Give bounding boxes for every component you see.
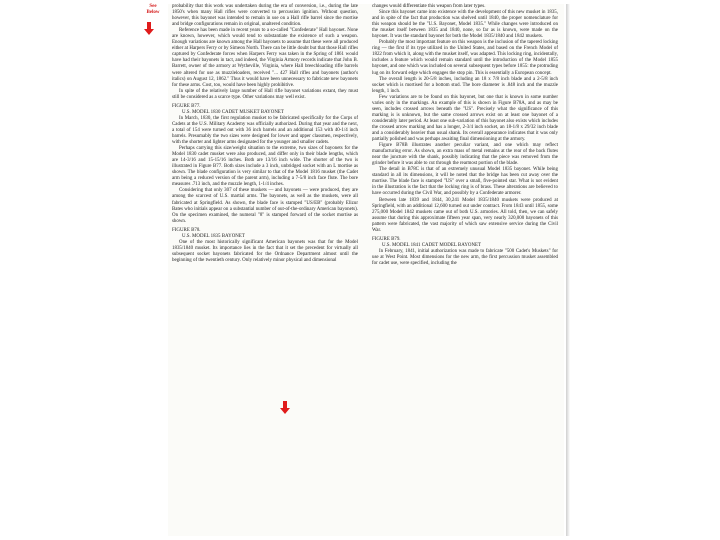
paragraph: Since this bayonet came into existence with the development of this new musket in 1835, and in spite of the fact that production was shelved until 1840, the proper nomenclature for this weapon should be the "U.S. Bayonet, Model 1835." While changes were introduced on the musket itself between 1835 and 1840, none, so far as is known, were made on the bayonet. It was the standard bayonet for both the Model 1835/1840 and 1842 muskets.: [372, 10, 558, 40]
paragraph: In March, 1830, the first regulation musket to be fabricated specifically for the Corps of Cadets at the U.S. Military Academy was officially authorized. During that year and the next, a total of 154 were turned out with 36 inch barrels and an additional 153 with 40-1/4 inch barrels. Presumably the two sizes were designed for lower and upper classmen, respectively, with the shorter and lighter arms designated for the younger and smaller cadets.: [172, 115, 358, 146]
paragraph: Considering that only 307 of these muskets — and bayonets — were produced, they are among the scarcest of U.S. martial arms. The bayonets, as well as the muskets, were all fabricated at Springfield. As shown, the blade face is stamped "US/EB" (probably Elizur Bates who initials appear on a substantial number of out-of-the-ordinary American bayonets). On the specimen examined, the numeral "8" is stamped forward of the socket mortise as shown.: [172, 188, 358, 224]
paragraph: In spite of the relatively large number of Hall rifle bayonet variations extant, they must still be considered as a scarce type. Other variations may well exist.: [172, 88, 358, 100]
book-page: [168, 4, 564, 536]
paragraph: Few variations are to be found on this bayonet, but one that is known in some number varies only in the markings. An example of this is shown in Figure B78A, and as may be seen, includes crossed arrows beneath the "US". Precisely what the significance of this marking is is unknown, but the same crossed arrows exist on at least one bayonet of a considerably later period. At least one sub-variation of this bayonet also exists which includes the crossed arrow marking and has a longer, 2-3/4 inch socket, an 18-1/8 x 29/32 inch blade and a considerably heavier than usual shank. Its overall appearance indicates that it was only partially polished and was perhaps awaiting final dimensioning at the armory.: [372, 94, 558, 143]
paragraph: The detail in B78C is that of an extremely unusual Model 1835 bayonet. While being standard in all its dimensions, it will be noted that the bridge has been cut away over the mortise. The blade face is stamped "US" over a small, five-pointed star. What is not evident in the illustration is the fact that the locking ring is of brass. These alterations are believed to have occurred during the Civil War, and possibly by a Confederate armorer.: [372, 167, 558, 197]
section-title-model-1841: U.S. MODEL 1841 CADET MODEL BAYONET: [382, 242, 482, 248]
paragraph: Perhaps carrying this size/weight situation to the extreme, two sizes of bayonets for the Model 1830 cadet musket were also produced, and differ only in their blade lengths, which are 14-3/16 and 15-15/16 inches. Both are 13/16 inch wide. The shorter of the two is illustrated in Figure B77. Both sizes include a 3 inch, unbridged socket with an L mortise as shown. The blade configuration is very similar to that of the Model 1816 musket (the Cadet arm being a reduced version of the parent arm), including a 7-5/8 inch face flute. The bore measures .713 inch, and the muzzle length, 1-1/4 inches.: [172, 146, 358, 188]
paragraph: One of the most historically significant American bayonets was that for the Model 1835/1840 musket. Its importance lies in the fact that it set the precedent for virtually all subsequent socket bayonets fabricated for the Ordnance Department almost until the beginning of the twentieth century. Only relatively minor physical and dimensional: [172, 239, 358, 263]
paragraph: The overall length is 20-5/8 inches, including an 18 x 7/8 inch blade and a 2-5/8 inch socket which is mortised for a bottom stud. The bore diameter is .848 inch and the muzzle length, 1 inch.: [372, 76, 558, 94]
annotation-line: Below: [146, 10, 160, 15]
section-title-model-1830: U.S. MODEL 1830 CADET MUSKET BAYONET: [182, 109, 284, 115]
paragraph: Figure B78B illustrates another peculiar variant, and one which may reflect manufacturing error. As shown, an extra mass of metal remains at the rear of the back flutes near the juncture with the shank, possibly indicating that the piece was removed from the grinder before it was able to cut through the rearmost portion of the blade.: [372, 143, 558, 167]
paragraph: In February, 1841, initial authorization was made to fabricate "500 Cadet's Muskets" for use at West Point. Most dimensions for the new arm, the first percussion musket assembled for cadet use, were specified, including the: [372, 248, 558, 266]
paragraph: Probably the most important feature on this weapon is the inclusion of the tapered locking ring — the first if its type utilized in the United States, and based on the French Model of 1822 from which it, along with the musket itself, was adapted. This locking ring, incidentally, includes a feature which would remain standard until the introduction of the Model 1855 bayonet, and one which was included on several subsequent types before 1855: the protruding lug on its forward edge which engages the stop pin. This is essentially a European concept.: [372, 40, 558, 76]
right-column: [372, 4, 558, 267]
paragraph: changes would differentiate this weapon from later types.: [372, 4, 486, 9]
see-below-annotation: [140, 4, 166, 16]
paragraph: Between late 1839 and 1844, 30,241 Model 1835/1840 muskets were produced at Springfield, with an additional 12,600 turned out under contract. From 1843 until 1855, some 275,000 Model 1842 muskets came out of both U.S. armories. All told, then, we can safely assume that during this approximate fifteen year span, very nearly 320,000 bayonets of this pattern were fabricated, the vast majority of which saw extensive service during the Civil War.: [372, 197, 558, 233]
section-title-model-1835: U.S. MODEL 1835 BAYONET: [182, 233, 245, 239]
page-edge-shadow: [566, 4, 570, 536]
annotation-line: See: [149, 4, 157, 9]
figure-heading-b77: FIGURE B77.: [172, 103, 201, 109]
figure-heading-b78: FIGURE B78.: [172, 227, 201, 233]
paragraph: Reference has been made in recent years to a so-called "Confederate" Hall bayonet. None are known, however, which would tend to substantiate the existence of such a weapon. Enough variations are known among the Hall bayonets to assume that these were all produced either at Harpers Ferry or by Simeon North. There can be little doubt but that those Hall rifles captured by Confederate forces when Harpers Ferry was taken in the Spring of 1861 would have had their bayonets in tact, and indeed, the Virginia Armory records indicate that John B. Barrett, owner of the armory at Wytheville, Virginia, where Hall breechloading rifle barrels were altered for use as muzzleloaders, received "... 427 Hall rifles and bayonets (author's italics) on August 12, 1862." Thus it would have been unnecessary to fabricate new bayonets for these arms. Cost, too, would have been highly prohibitive.: [172, 28, 358, 88]
paragraph: probability that this work was undertaken during the era of conversion, i.e., during the late 1850's when many Hall rifles were converted to percussion ignition. Without question, however, this bayonet was intended to remain in use on a Hall rifle barrel since the mortise and bridge configurations remain in original, unaltered condition.: [172, 4, 358, 28]
figure-heading-b79: FIGURE B79.: [372, 236, 401, 242]
left-column: [172, 4, 358, 264]
